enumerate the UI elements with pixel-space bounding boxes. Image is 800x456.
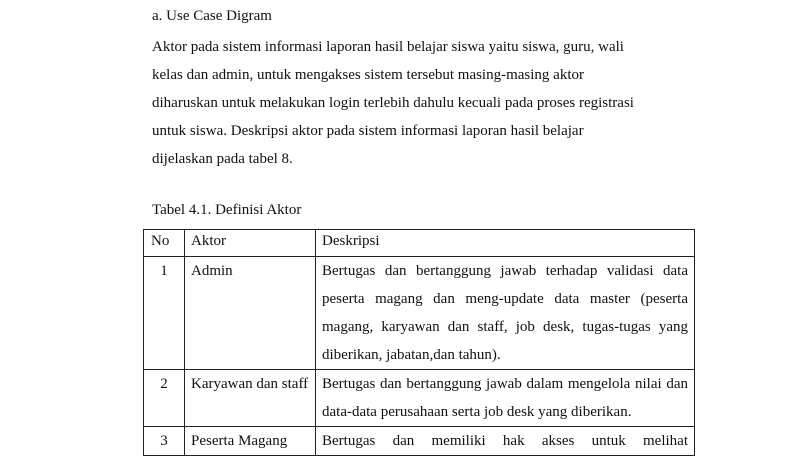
paragraph-line: Aktor pada sistem informasi laporan hasil belajar siswa yaitu siswa, guru, wali: [152, 39, 624, 55]
body-paragraph: [152, 33, 692, 173]
table-row: [144, 427, 695, 456]
paragraph-line: kelas dan admin, untuk mengakses sistem tersebut masing-masing aktor: [152, 67, 584, 83]
table-row: [144, 257, 695, 370]
table-row: [144, 370, 695, 427]
paragraph-line: diharuskan untuk melakukan login terlebih dahulu kecuali pada proses registrasi: [152, 95, 634, 111]
cell-no: 1: [144, 257, 185, 370]
header-deskripsi: Deskripsi: [316, 230, 695, 257]
table-header-row: [144, 230, 695, 257]
cell-aktor: Karyawan dan staff: [185, 370, 316, 427]
actor-definition-table: [143, 229, 695, 456]
header-no: No: [144, 230, 185, 257]
table-caption: Tabel 4.1. Definisi Aktor: [152, 202, 302, 218]
cell-deskripsi: Bertugas dan bertanggung jawab dalam mengelola nilai dan data-data perusahaan serta job desk yang diberikan.: [316, 370, 695, 427]
paragraph-line: dijelaskan pada tabel 8.: [152, 151, 293, 167]
cell-aktor: Peserta Magang: [185, 427, 316, 456]
cell-deskripsi: Bertugas dan bertanggung jawab terhadap validasi data peserta magang dan meng-update data master (peserta magang, karyawan dan staff, job desk, tugas-tugas yang diberikan, jabatan,dan tahun).: [316, 257, 695, 370]
cell-no: 3: [144, 427, 185, 456]
header-aktor: Aktor: [185, 230, 316, 257]
section-heading: a. Use Case Digram: [152, 8, 272, 24]
cell-deskripsi: Bertugas dan memiliki hak akses untuk melihat: [316, 427, 695, 456]
cell-aktor: Admin: [185, 257, 316, 370]
cell-no: 2: [144, 370, 185, 427]
paragraph-line: untuk siswa. Deskripsi aktor pada sistem informasi laporan hasil belajar: [152, 123, 584, 139]
